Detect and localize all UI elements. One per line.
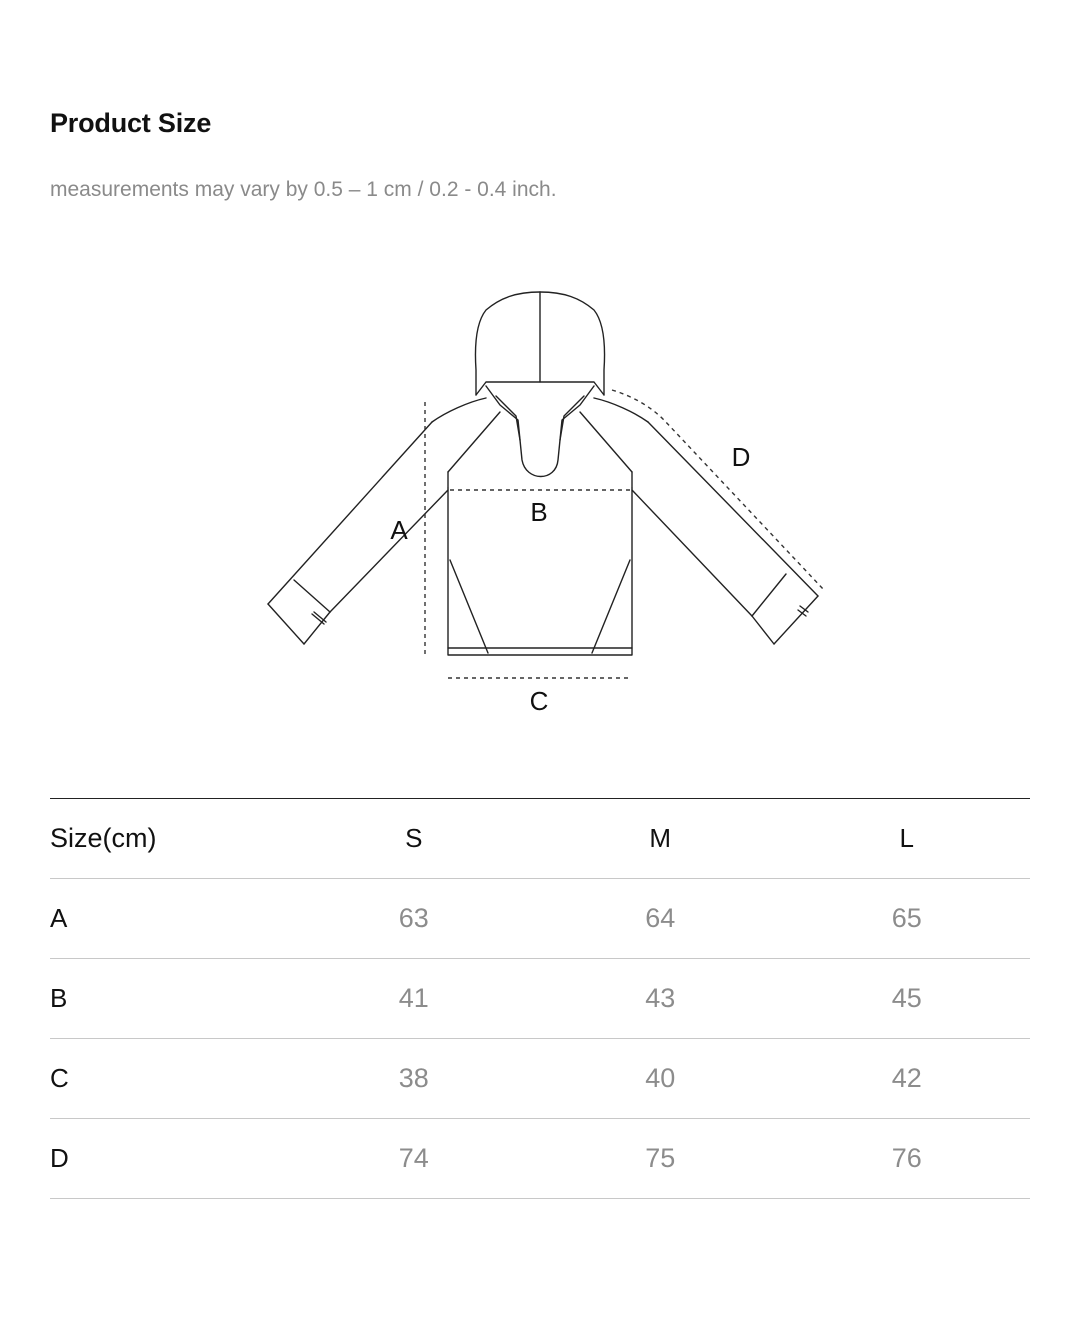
measurement-guides [425, 390, 824, 678]
cell-value: 42 [783, 1039, 1030, 1119]
cell-value: 76 [783, 1119, 1030, 1199]
cell-value: 45 [783, 959, 1030, 1039]
cell-value: 74 [290, 1119, 537, 1199]
size-header-label: Size(cm) [50, 799, 290, 879]
table-row [50, 1119, 1030, 1199]
cell-value: 63 [290, 879, 537, 959]
size-header-m: M [537, 799, 784, 879]
label-b: B [530, 497, 548, 527]
cell-value: 40 [537, 1039, 784, 1119]
measurement-note: measurements may vary by 0.5 – 1 cm / 0.2 - 0.4 inch. [50, 178, 557, 201]
cell-value: 75 [537, 1119, 784, 1199]
row-label: B [50, 959, 290, 1039]
cell-value: 38 [290, 1039, 537, 1119]
row-label: C [50, 1039, 290, 1119]
cell-value: 65 [783, 879, 1030, 959]
hoodie-outline [268, 292, 818, 655]
table-header-row [50, 799, 1030, 879]
label-c: C [529, 686, 549, 716]
cell-value: 41 [290, 959, 537, 1039]
table-row [50, 959, 1030, 1039]
row-label: D [50, 1119, 290, 1199]
label-d: D [731, 442, 751, 472]
table-row [50, 1039, 1030, 1119]
label-a: A [390, 515, 408, 545]
page-title: Product Size [50, 108, 212, 138]
size-header-s: S [290, 799, 537, 879]
size-header-l: L [783, 799, 1030, 879]
size-table [50, 798, 1030, 1199]
cell-value: 64 [537, 879, 784, 959]
cell-value: 43 [537, 959, 784, 1039]
table-row [50, 879, 1030, 959]
row-label: A [50, 879, 290, 959]
